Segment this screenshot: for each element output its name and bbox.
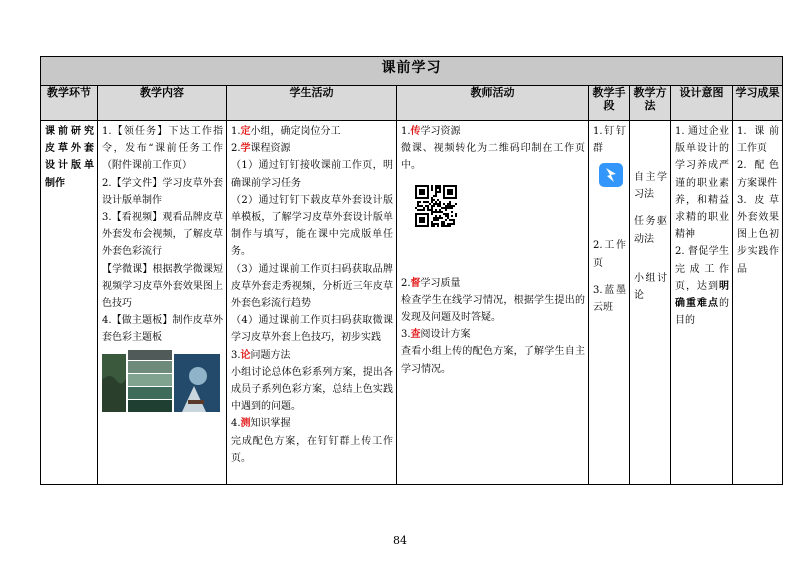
color-board-thumbnails (102, 350, 220, 416)
header-student: 学生活动 (227, 86, 397, 121)
content-item: 3.【看视频】观看品牌皮草外套发布会视频，了解皮草外套色彩流行 (102, 212, 223, 258)
dingding-logo-icon (599, 163, 623, 187)
method-self-study: 自主学习法 (634, 172, 667, 201)
student-step-text: 知识掌握 (250, 418, 291, 430)
teacher-step-text: 学习资源 (420, 126, 461, 137)
student-mark-ding: 定 (240, 126, 251, 137)
result-item: 2. 配色方案课件 (737, 160, 779, 189)
intent-item: 2. 督促学生完成工作页，达到 (675, 246, 729, 292)
header-intent: 设计意图 (671, 86, 733, 121)
means-dingding: 1.钉钉群 (593, 126, 626, 155)
means-workbook: 2.工作页 (593, 240, 626, 269)
student-subitem: （3）通过课前工作页扫码获取品牌皮草外套走秀视频，分析近三年皮草外套色彩流行趋势 (231, 263, 393, 310)
header-results: 学习成果 (733, 86, 783, 121)
stage-text: 课前研究皮草外套设计版单制作 (45, 126, 94, 189)
header-means: 教学手段 (589, 86, 630, 121)
teacher-step-body: 查看小组上传的配色方案，了解学生自主学习情况。 (401, 346, 585, 375)
student-subitem: （4）通过课前工作页扫码获取微课学习皮草外套上色技巧，初步实践 (231, 315, 393, 344)
result-item: 3. 皮草外套效果图上色初步实践作品 (737, 194, 779, 275)
student-step-text: 小组，确定岗位分工 (250, 126, 341, 137)
content-item: 2.【学文件】学习皮草外套设计版单制作 (102, 177, 223, 206)
color-board-image (102, 350, 220, 416)
cell-stage (41, 121, 98, 485)
teacher-step-body: 微课、视频转化为二维码印制在工作页中。 (401, 143, 585, 172)
qr-code-icon[interactable] (415, 185, 457, 227)
student-step-text: 问题方法 (250, 349, 291, 361)
content-item: 1.【领任务】下达工作指令，发布“课前任务工作（附件课前工作页） (102, 126, 223, 172)
student-mark-ce: 测 (240, 418, 251, 430)
method-group-discussion: 小组讨论 (634, 272, 667, 302)
header-method: 教学方法 (630, 86, 671, 121)
cell-student: 1.定小组，确定岗位分工 2.学课程资源 （1）通过钉钉接收课前工作页，明确课前学习任务 （2）通过钉钉下载皮草外套设计版单模板，了解学习皮草外套设计版单制作与填写，能在课中完成版单任务。 （3）通过课前工作页扫码获取品牌皮草外套走秀视频，分析近三年皮草外套色彩流行趋势 （4）通过课前工作页扫码获取微课学习皮草外套上色技巧，初步实践 3.论问题方法 小组讨论总体色彩系列方案，提出各成员子系列色彩方案，总结上色实践中遇到的问题。 4.测知识掌握 完成配色方案，在钉钉群上传工作页。 (227, 121, 397, 485)
student-subitem: （1）通过钉钉接收课前工作页，明确课前学习任务 (231, 160, 393, 189)
teacher-step-text: 学习质量 (420, 277, 461, 289)
cell-content (98, 121, 227, 485)
content-item: 【学微课】根据教学微课短视频学习皮草外套效果图上色技巧 (102, 263, 223, 310)
header-stage: 教学环节 (41, 86, 98, 121)
means-mosoteach: 3.蓝墨云班 (593, 284, 626, 314)
table-title: 课前学习 (41, 57, 783, 86)
page-number: 84 (393, 534, 407, 547)
header-content: 教学内容 (98, 86, 227, 121)
cell-teacher: 1.传学习资源 微课、视频转化为二维码印制在工作页中。 2.督学习质量 检查学生在线学习情况，根据学生提出的发现及问题及时答疑。 3.查阅设计方案 查看小组上传的配色方案，了解学生自主学习情况。 (397, 121, 589, 485)
cell-results (733, 121, 783, 485)
lesson-plan-table (40, 56, 783, 485)
student-mark-lun: 论 (240, 349, 251, 361)
cell-intent (671, 121, 733, 485)
teacher-step-text: 阅设计方案 (420, 329, 471, 341)
teacher-mark-cha: 查 (410, 329, 421, 341)
student-step-text: 课程资源 (250, 143, 291, 155)
method-task-driven: 任务驱动法 (634, 216, 667, 245)
student-step-body: 小组讨论总体色彩系列方案，提出各成员子系列色彩方案，总结上色实践中遇到的问题。 (231, 366, 393, 413)
result-item: 1. 课前工作页 (737, 126, 779, 155)
teacher-step-body: 检查学生在线学习情况，根据学生提出的发现及问题及时答疑。 (401, 294, 585, 324)
intent-item: 1. 通过企业版单设计的学习养成严谨的职业素养，和精益求精的职业精神 (675, 126, 729, 241)
cell-methods (630, 121, 671, 485)
student-mark-xue: 学 (240, 143, 251, 155)
student-step-body: 完成配色方案，在钉钉群上传工作页。 (231, 435, 393, 464)
intent-highlight: 明确重难点 (675, 280, 729, 310)
content-item: 4.【做主题板】制作皮草外套色彩主题板 (102, 315, 223, 344)
teacher-mark-du: 督 (410, 277, 421, 289)
header-teacher: 教师活动 (397, 86, 589, 121)
student-subitem: （2）通过钉钉下载皮草外套设计版单模板，了解学习皮草外套设计版单制作与填写，能在课中完成版单任务。 (231, 194, 393, 258)
cell-means (589, 121, 630, 485)
intent-item: 的目的 (675, 298, 729, 327)
teacher-mark-chuan: 传 (410, 126, 421, 137)
